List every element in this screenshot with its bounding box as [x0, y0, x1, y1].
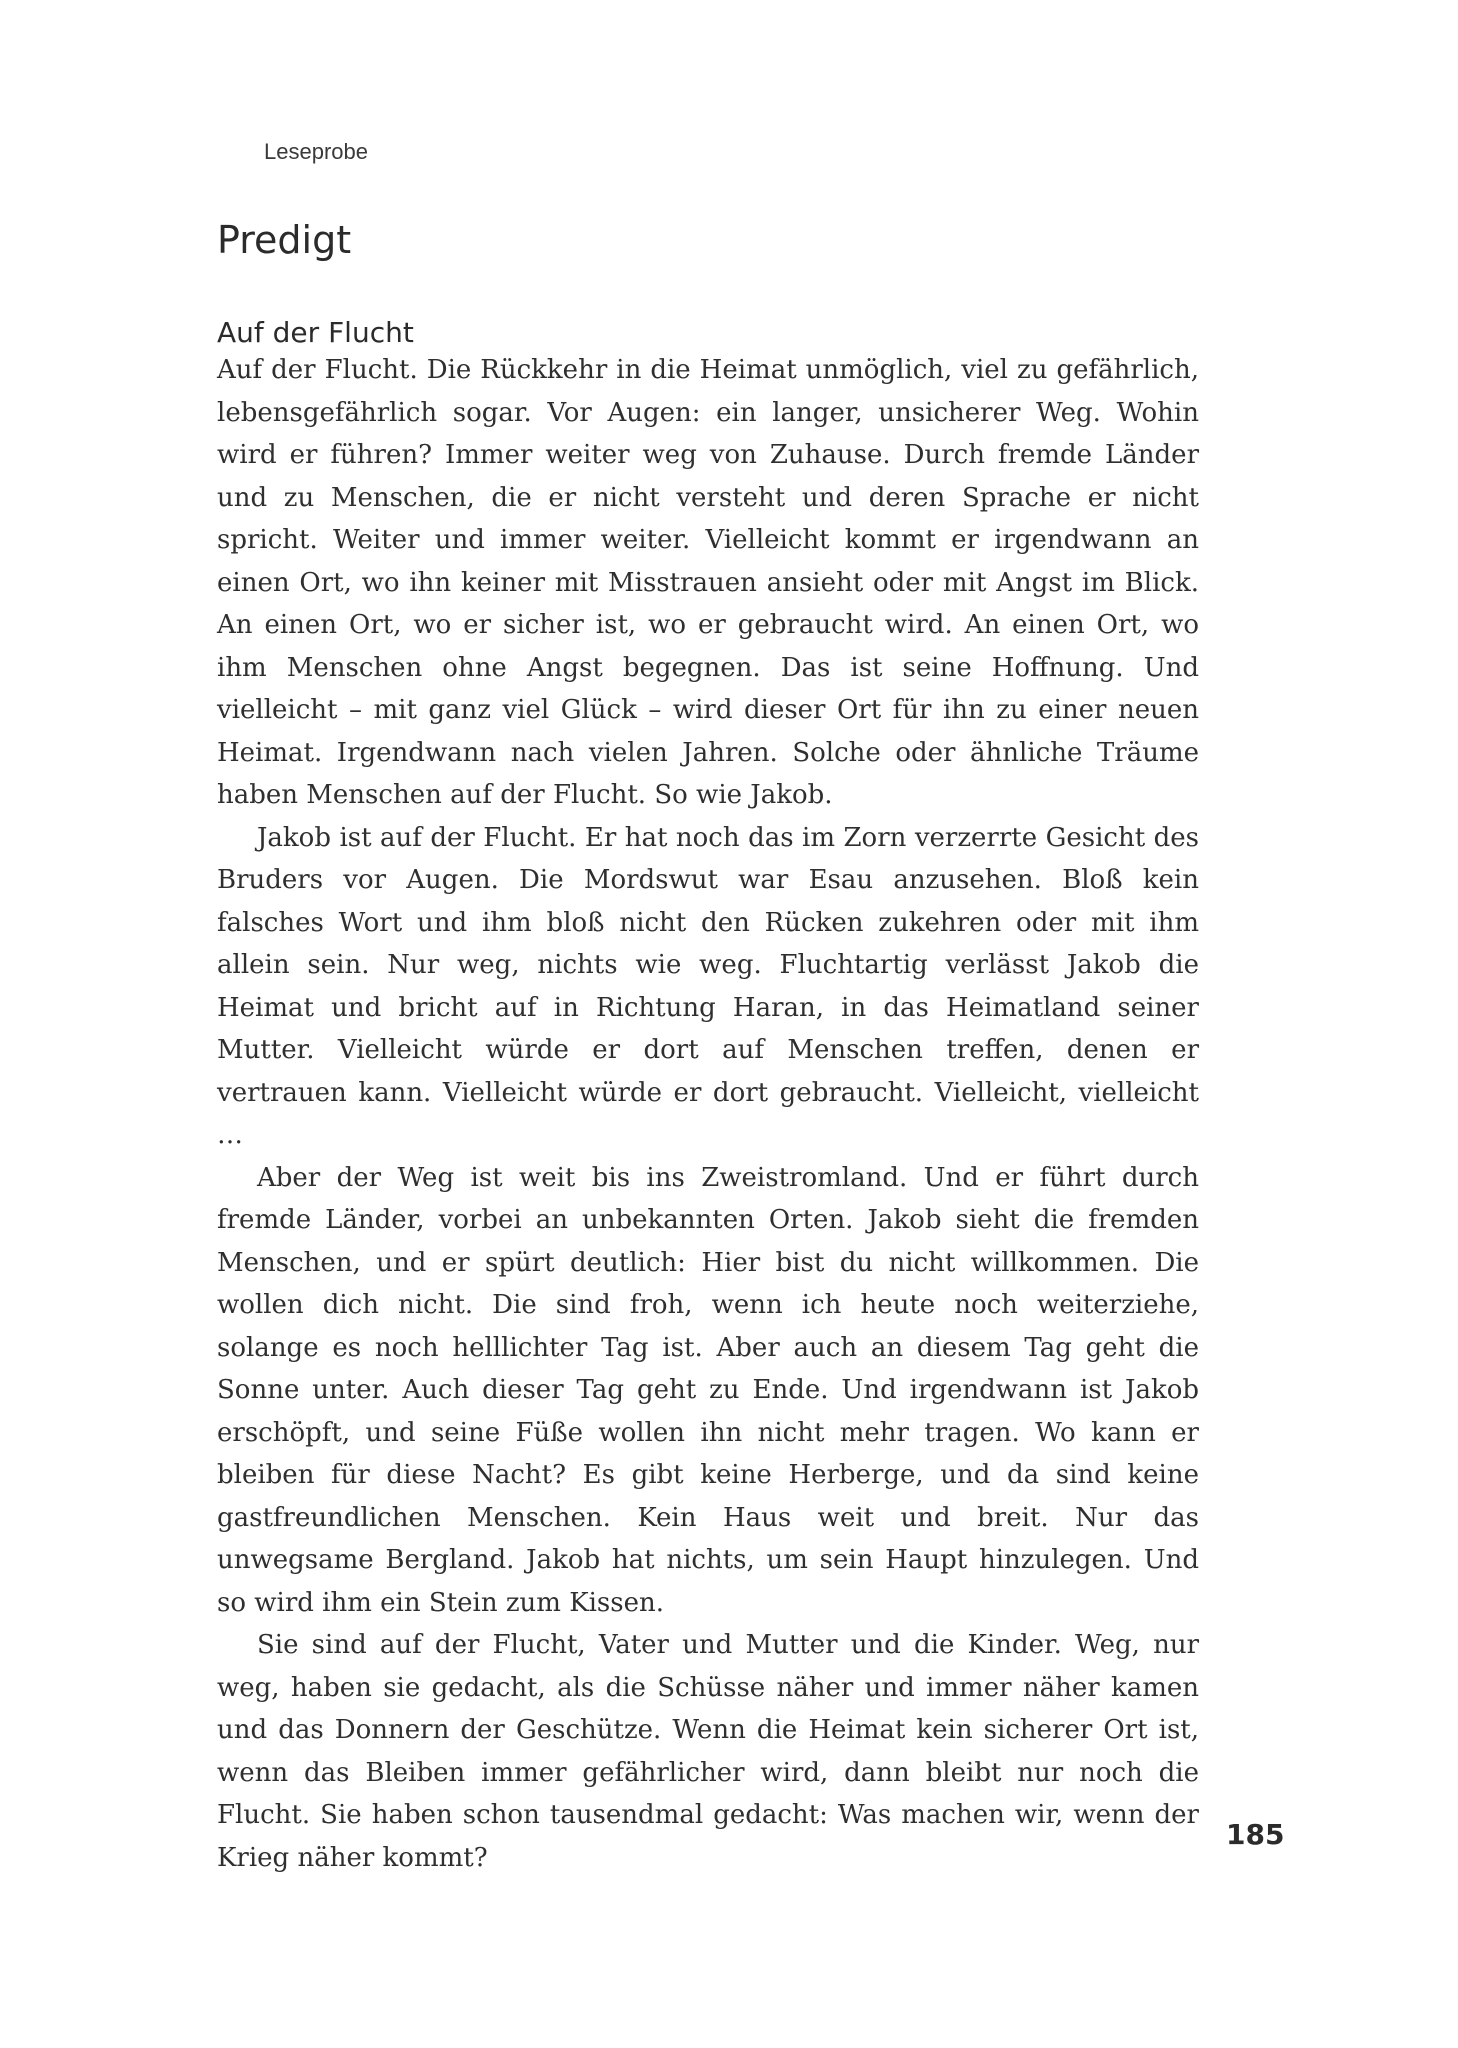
chapter-title: Predigt	[217, 218, 352, 262]
running-header: Leseprobe	[264, 139, 368, 164]
paragraph-4: Sie sind auf der Flucht, Vater und Mutter und die Kinder. Weg, nur weg, haben sie gedacht, als die Schüsse näher und immer näher kamen und das Donnern der Geschütze. Wenn die Heimat kein sicherer Ort ist, wenn das Bleiben immer gefährlicher wird, dann bleibt nur noch die Flucht. Sie haben schon tausendmal gedacht: Was machen wir, wenn der Krieg näher kommt?	[217, 1630, 1199, 1873]
paragraph-2: Jakob ist auf der Flucht. Er hat noch das im Zorn verzerrte Gesicht des Bruders vor Augen. Die Mordswut war Esau anzusehen. Bloß kein falsches Wort und ihm bloß nicht den Rücken zukehren oder mit ihm allein sein. Nur weg, nichts wie weg. Fluchtartig verlässt Jakob die Heimat und bricht auf in Richtung Haran, in das Heimatland seiner Mutter. Vielleicht würde er dort auf Menschen treffen, denen er vertrauen kann. Vielleicht würde er dort gebraucht. Vielleicht, vielleicht …	[217, 822, 1199, 1150]
paragraph-3: Aber der Weg ist weit bis ins Zweistromland. Und er führt durch fremde Länder, vorbei an unbekannten Orten. Jakob sieht die fremden Menschen, und er spürt deutlich: Hier bist du nicht willkommen. Die wollen dich nicht. Die sind froh, wenn ich heute noch weiterziehe, solange es noch helllichter Tag ist. Aber auch an diesem Tag geht die Sonne unter. Auch dieser Tag geht zu Ende. Und irgendwann ist Jakob erschöpft, und seine Füße wollen ihn nicht mehr tragen. Wo kann er bleiben für diese Nacht? Es gibt keine Herberge, und da sind keine gastfreundlichen Menschen. Kein Haus weit und breit. Nur das unwegsame Bergland. Jakob hat nichts, um sein Haupt hinzulegen. Und so wird ihm ein Stein zum Kissen.	[217, 1162, 1199, 1618]
section-heading: Auf der Flucht	[217, 316, 414, 349]
page-number: 185	[1226, 1818, 1285, 1851]
body-text	[217, 349, 1199, 1879]
paragraph-1: Auf der Flucht. Die Rückkehr in die Heimat unmöglich, viel zu gefährlich, lebensgefährlich sogar. Vor Augen: ein langer, unsicherer Weg. Wohin wird er führen? Immer weiter weg von Zuhause. Durch fremde Länder und zu Menschen, die er nicht versteht und deren Sprache er nicht spricht. Weiter und immer weiter. Vielleicht kommt er irgendwann an einen Ort, wo ihn keiner mit Misstrauen ansieht oder mit Angst im Blick. An einen Ort, wo er sicher ist, wo er gebraucht wird. An einen Ort, wo ihm Menschen ohne Angst begegnen. Das ist seine Hoffnung. Und vielleicht – mit ganz viel Glück – wird dieser Ort für ihn zu einer neuen Heimat. Irgendwann nach vielen Jahren. Solche oder ähnliche Träume haben Menschen auf der Flucht. So wie Jakob.	[217, 355, 1199, 810]
